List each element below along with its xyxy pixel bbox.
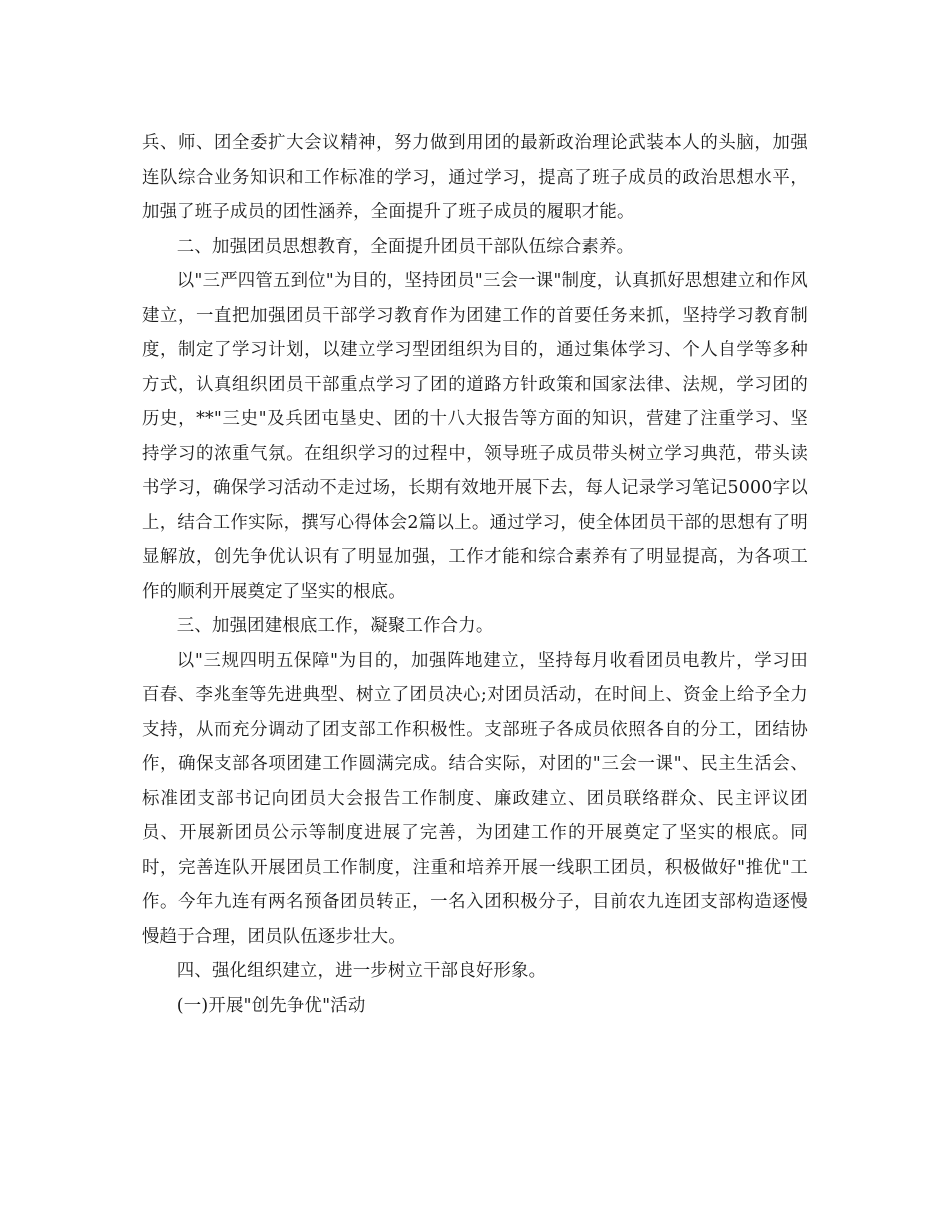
section-heading-4: 四、强化组织建立，进一步树立干部良好形象。 — [176, 961, 547, 981]
paragraph-study-education: 以"三严四管五到位"为目的，坚持团员"三会一课"制度，认真抓好思想建立和作风建立，一直把加强团员干部学习教育作为团建工作的首要任务来抓，坚持学习教育制度，制定了学习计划，以建立学习型团组织为目的，通过集体学习、个人自学等多种方式，认真组织团员干部重点学习了团的道路方针政策和国家法律、法规，学习团的历史，**"三史"及兵团屯垦史、团的十八大报告等方面的知识，营建了注重学习、坚持学习的浓重气氛。在组织学习的过程中，领导班子成员带头树立学习典范，带头读书学习，确保学习活动不走过场，长期有效地开展下去，每人记录学习笔记5000字以上，结合工作实际，撰写心得体会2篇以上。通过学习，使全体团员干部的思想有了明显解放，创先争优认识有了明显加强，工作才能和综合素养有了明显提高，为各项工作的顺利开展奠定了坚实的根底。 — [142, 271, 808, 602]
paragraph-continued-text: 兵、师、团全委扩大会议精神，努力做到用团的最新政治理论武装本人的头脑，加强连队综合业务知识和工作标准的学习，通过学习，提高了班子成员的政治思想水平，加强了班子成员的团性涵养，全面提升了班子成员的履职才能。 — [142, 133, 808, 222]
document-body — [142, 126, 808, 1023]
section-heading-3: 三、加强团建根底工作，凝聚工作合力。 — [176, 616, 494, 636]
section-heading-2: 二、加强团员思想教育，全面提升团员干部队伍综合素养。 — [176, 236, 635, 257]
subsection-heading-1: (一)开展"创先争优"活动 — [176, 995, 366, 1016]
paragraph-foundation-work: 以"三规四明五保障"为目的，加强阵地建立，坚持每月收看团员电教片，学习田百春、李兆奎等先进典型、树立了团员决心;对团员活动，在时间上、资金上给予全力支持，从而充分调动了团支部工作积极性。支部班子各成员依照各自的分工，团结协作，确保支部各项团建工作圆满完成。结合实际，对团的"三会一课"、民主生活会、标准团支部书记向团员大会报告工作制度、廉政建立、团员联络群众、民主评议团员、开展新团员公示等制度进展了完善，为团建工作的开展奠定了坚实的根底。同时，完善连队开展团员工作制度，注重和培养开展一线职工团员，积极做好"推优"工作。今年九连有两名预备团员转正，一名入团积极分子，目前农九连团支部构造逐慢慢趋于合理，团员队伍逐步壮大。 — [142, 650, 808, 947]
